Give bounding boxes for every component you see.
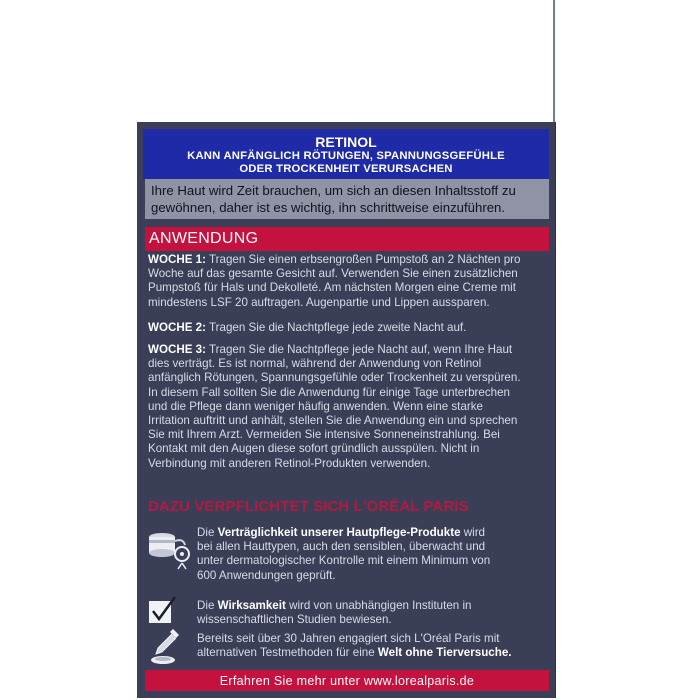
retinol-warning-banner <box>143 129 549 179</box>
pledge-line: Die Wirksamkeit wird von unabhängigen Instituten in <box>197 599 472 612</box>
intro-line: Ihre Haut wird Zeit brauchen, um sich an diesen Inhaltsstoff zu <box>151 183 516 198</box>
week-line: In diesem Fall sollten Sie die Anwendung für einige Tage unterbrechen <box>148 385 511 399</box>
intro-text <box>151 182 547 216</box>
week-line: mindestens LSF 20 auftragen. Augenpartie und Lippen aussparen. <box>148 295 490 309</box>
intro-panel <box>145 179 549 219</box>
footer-bar <box>145 670 549 691</box>
pledge-item-tolerance <box>197 526 546 583</box>
cream-jar-icon <box>145 527 191 578</box>
week-1-paragraph <box>148 253 548 310</box>
pledge-item-animal-testing <box>197 632 546 660</box>
pledge-item-efficacy <box>197 599 546 627</box>
week-line: WOCHE 3: Tragen Sie die Nachtpflege jede Nacht auf, wenn Ihre Haut <box>148 343 513 356</box>
usage-heading: ANWENDUNG <box>149 230 259 247</box>
box-edge-line <box>553 0 555 122</box>
week-line: WOCHE 1: Tragen Sie einen erbsengroßen Pumpstoß an 2 Nächten pro <box>148 253 521 266</box>
pledge-line: bei allen Hauttypen, auch den sensiblen, überwacht und <box>197 540 486 554</box>
week-line: dies verträgt. Es ist normal, während der Anwendung von Retinol <box>148 357 482 371</box>
pledge-line: wissenschaftlichen Studien bewiesen. <box>197 613 392 627</box>
usage-heading-bar <box>145 227 549 251</box>
pledge-line: 600 Anwendungen geprüft. <box>197 568 336 582</box>
pledge-line: alternativen Testmethoden für eine Welt ohne Tierversuche. <box>197 646 512 660</box>
footer-link-text[interactable]: Erfahren Sie mehr unter www.lorealparis.de <box>219 674 475 688</box>
pledge-heading: DAZU VERPFLICHTET SICH L'ORÉAL PARIS <box>148 498 469 515</box>
product-info-panel <box>137 122 555 698</box>
week-line: Irritation auftritt und anhält, stellen Sie die Anwendung ein und sprechen <box>148 414 518 428</box>
pledge-line: Bereits seit über 30 Jahren engagiert sich L'Oréal Paris mit <box>197 632 500 645</box>
pipette-dish-icon <box>149 627 185 672</box>
week-line: und die Pflege dann weniger häufig anwenden. Wenn eine starke <box>148 399 483 413</box>
retinol-subtitle <box>143 150 549 176</box>
week-line: WOCHE 2: Tragen Sie die Nachtpflege jede zweite Nacht auf. <box>148 321 467 334</box>
retinol-subtitle-line: ODER TROCKENHEIT VERURSACHEN <box>239 163 453 175</box>
retinol-title: RETINOL <box>315 134 377 150</box>
week-line: Sie mit Ihrem Arzt. Vermeiden Sie intensive Sonneneinstrahlung. Bei <box>148 428 500 442</box>
week-2-paragraph <box>148 321 548 335</box>
week-line: Verbindung mit anderen Retinol-Produkten verwenden. <box>148 456 431 470</box>
week-line: Pumpstoß für Hals und Dekolleté. Am nächsten Morgen eine Creme mit <box>148 281 516 295</box>
pledge-line: unter dermatologischer Kontrolle mit einem Minimum von <box>197 554 491 568</box>
week-line: Woche auf das gesamte Gesicht auf. Verwenden Sie einen zusätzlichen <box>148 267 518 281</box>
week-3-paragraph <box>148 343 548 471</box>
week-line: Kontakt mit den Augen diese sofort gründlich ausspülen. Nicht in <box>148 442 480 456</box>
week-label: WOCHE 1: <box>148 253 206 266</box>
pledge-line: Die Verträglichkeit unserer Hautpflege-Produkte wird <box>197 526 486 539</box>
week-label: WOCHE 3: <box>148 343 206 356</box>
intro-line: gewöhnen, daher ist es wichtig, ihn schrittweise einzuführen. <box>151 200 506 215</box>
retinol-subtitle-line: KANN ANFÄNGLICH RÖTUNGEN, SPANNUNGSGEFÜHLE <box>187 150 505 162</box>
week-line: anfänglich Rötungen, Spannungsgefühle oder Trockenheit zu verspüren. <box>148 371 521 385</box>
week-label: WOCHE 2: <box>148 321 206 334</box>
